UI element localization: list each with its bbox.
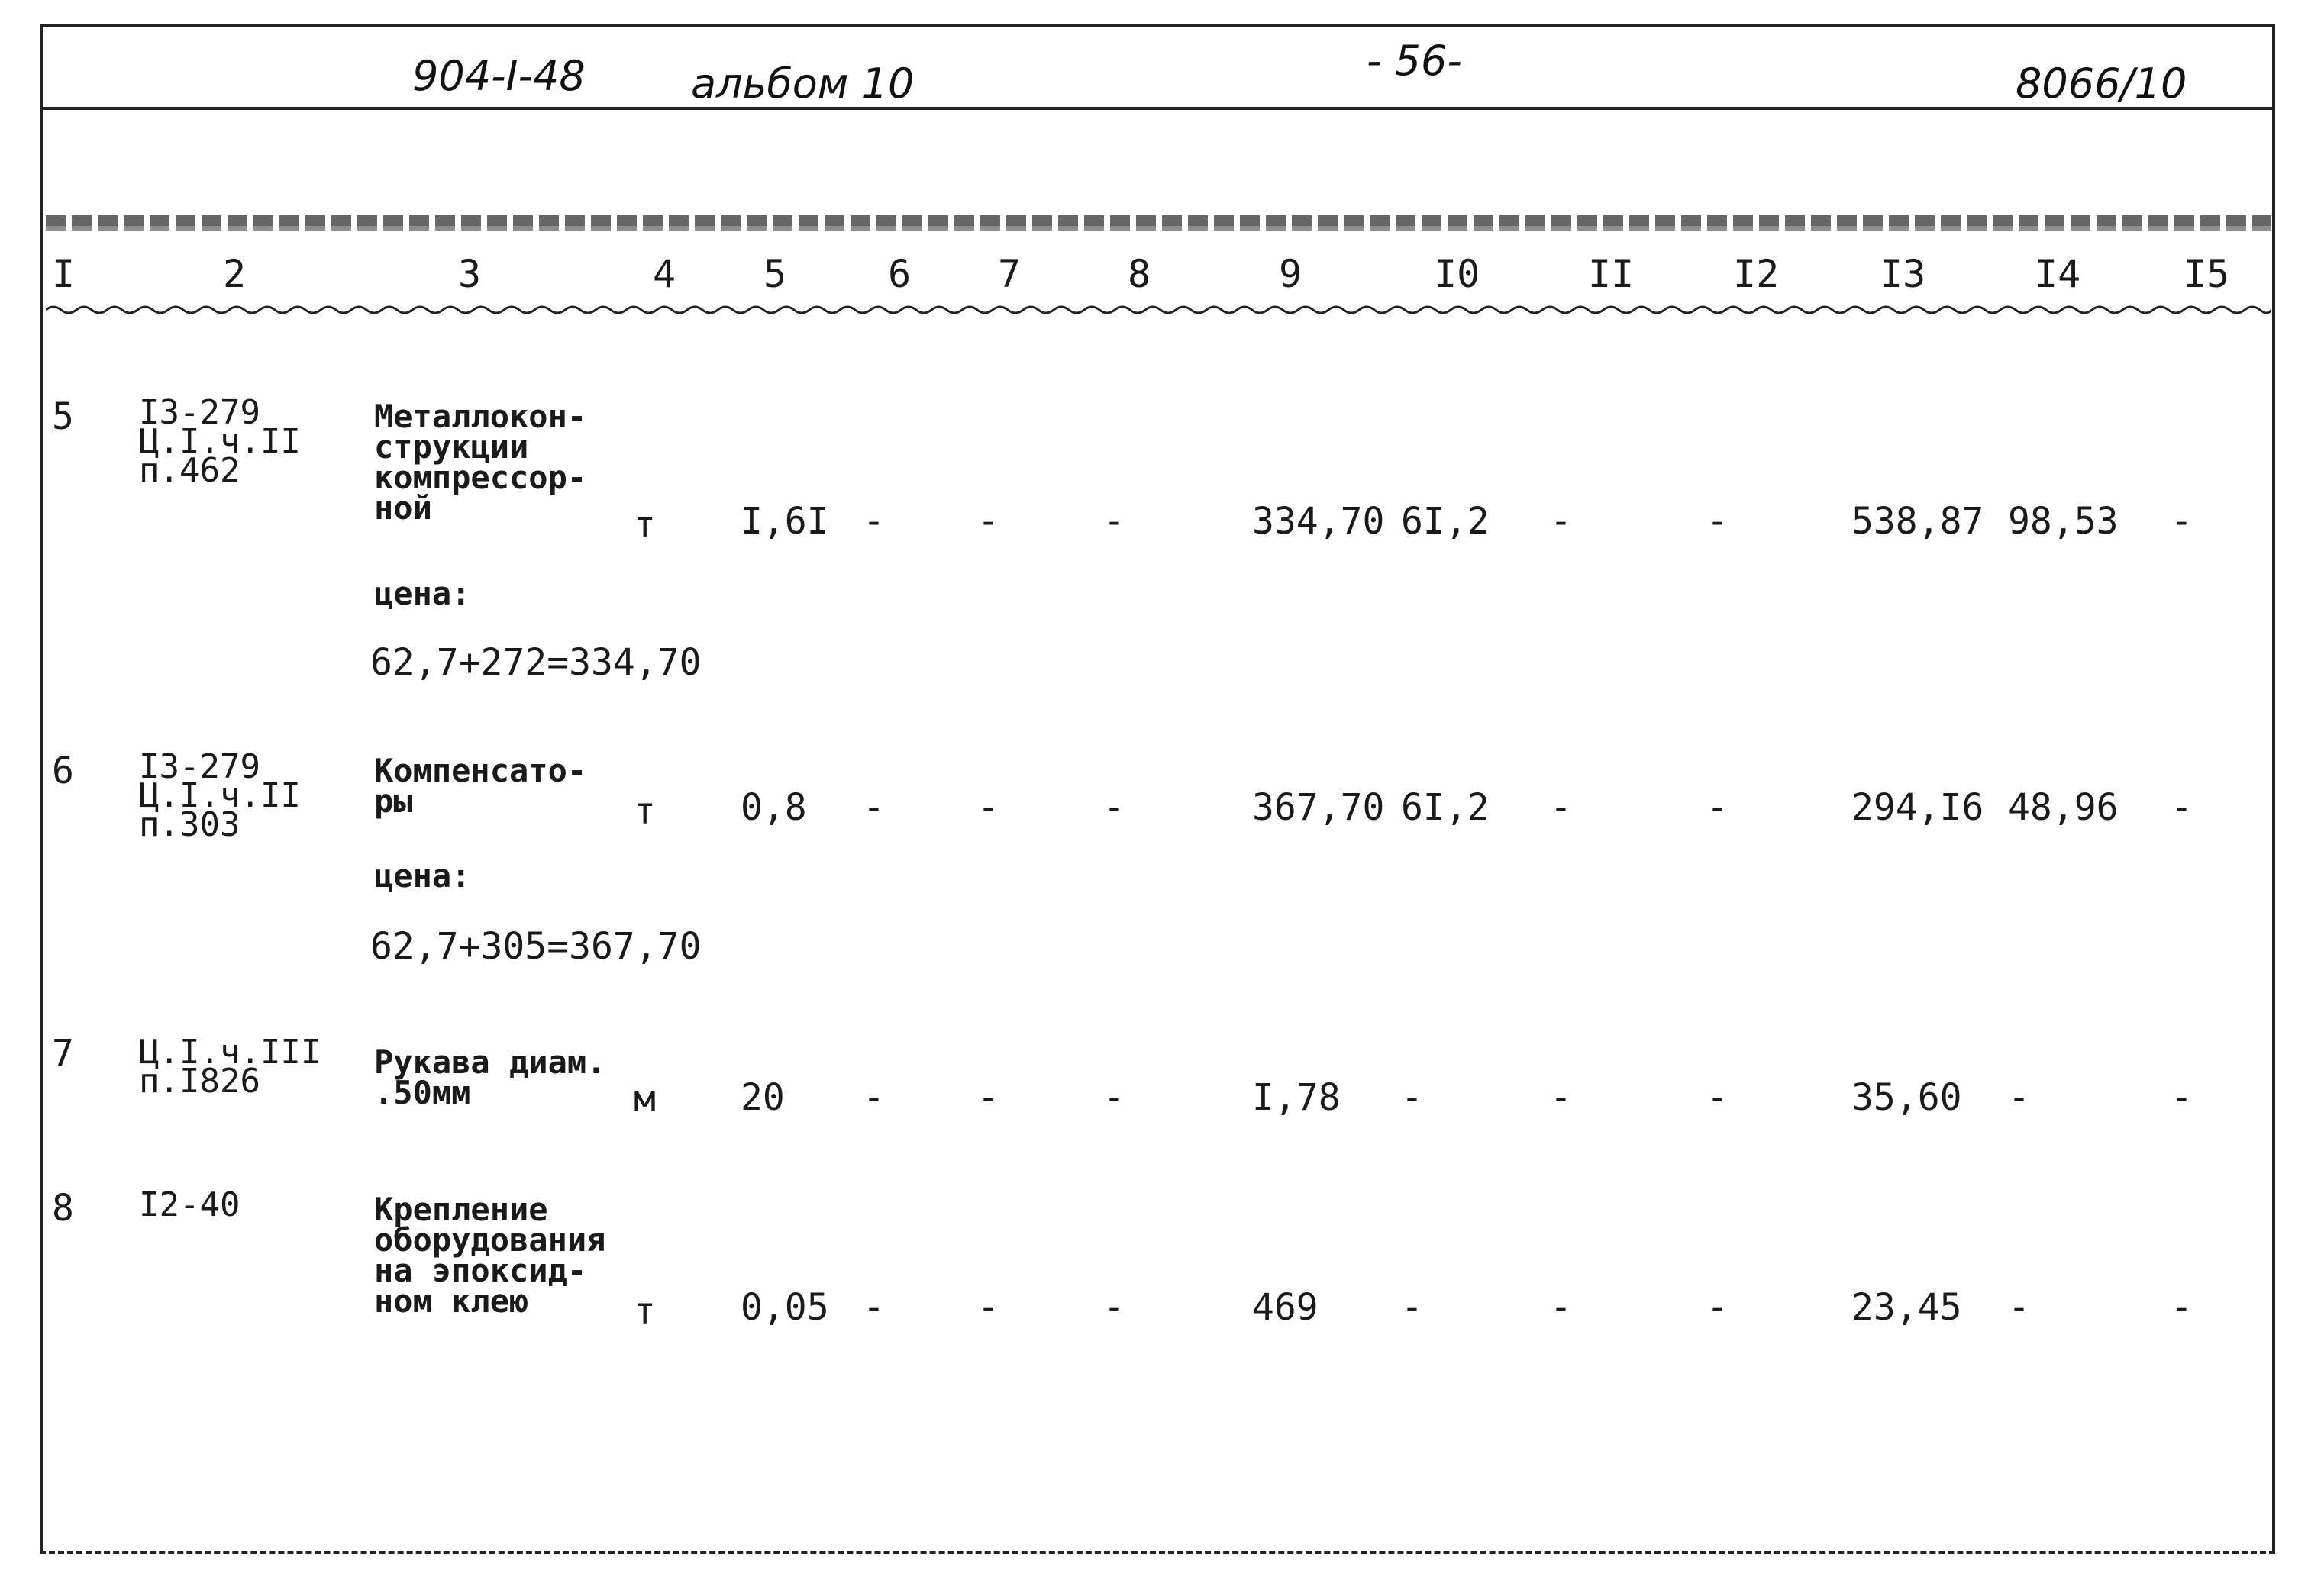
doc-code: 904-I-48 [412, 52, 586, 100]
col-6: - [863, 786, 885, 829]
item-name: Рукава диам. .50мм [374, 1043, 606, 1111]
col-11: - [1550, 1286, 1572, 1329]
norm-code: I3-279 Ц.I.ч.II п.303 [139, 747, 301, 844]
col-num-7: 7 [998, 252, 1022, 296]
price-formula: 62,7+272=334,70 [370, 641, 702, 684]
col-10: - [1401, 1286, 1423, 1329]
item-name: Компенсато- ры [374, 752, 587, 820]
col-7: - [977, 786, 999, 829]
col-11: - [1550, 1076, 1572, 1119]
item-name: Крепление оборудования на эпоксид- ном клею [374, 1191, 606, 1320]
col-15: - [2171, 786, 2193, 829]
header-rule-top-2 [46, 226, 2271, 231]
unit: т [634, 1290, 656, 1333]
quantity: 0,05 [741, 1286, 829, 1329]
col-num-5: 5 [763, 252, 787, 296]
col-8: - [1103, 786, 1125, 829]
col-13: 35,60 [1851, 1076, 1962, 1119]
sheet-code: 8066/10 [2016, 60, 2187, 108]
col-num-15: I5 [2184, 252, 2230, 296]
col-num-6: 6 [888, 252, 912, 296]
col-10: 6I,2 [1401, 500, 1490, 543]
col-10: 6I,2 [1401, 786, 1490, 829]
album-label: альбом 10 [691, 60, 915, 108]
col-13: 23,45 [1851, 1286, 1962, 1329]
header-divider [40, 107, 2275, 110]
col-num-3: 3 [458, 252, 482, 296]
row-number: 7 [52, 1032, 74, 1075]
quantity: 20 [741, 1076, 785, 1119]
col-num-8: 8 [1128, 252, 1151, 296]
norm-code: Ц.I.ч.III п.I826 [139, 1033, 321, 1101]
col-9: 469 [1252, 1286, 1319, 1329]
col-12: - [1706, 1076, 1729, 1119]
quantity: I,6I [741, 500, 829, 543]
col-14: 48,96 [2008, 786, 2119, 829]
price-formula: 62,7+305=367,70 [370, 925, 702, 968]
norm-code: I2-40 [139, 1185, 240, 1224]
unit: т [634, 504, 656, 547]
row-number: 6 [52, 750, 74, 792]
item-name: Металлокон- струкции компрессор- ной [374, 398, 587, 527]
col-12: - [1706, 1286, 1729, 1329]
col-7: - [977, 1286, 999, 1329]
col-15: - [2171, 1076, 2193, 1119]
col-12: - [1706, 786, 1729, 829]
row-number: 5 [52, 395, 74, 438]
col-9: I,78 [1252, 1076, 1341, 1119]
col-6: - [863, 1286, 885, 1329]
col-num-14: I4 [2035, 252, 2081, 296]
col-num-13: I3 [1880, 252, 1926, 296]
col-num-10: I0 [1434, 252, 1480, 296]
col-7: - [977, 500, 999, 543]
col-13: 294,I6 [1851, 786, 1984, 829]
col-num-4: 4 [653, 252, 676, 296]
col-num-1: I [52, 252, 76, 296]
price-label: цена: [374, 575, 471, 612]
col-9: 367,70 [1252, 786, 1385, 829]
col-14: 98,53 [2008, 500, 2119, 543]
col-11: - [1550, 500, 1572, 543]
unit: м [634, 1078, 656, 1120]
col-15: - [2171, 1286, 2193, 1329]
col-num-9: 9 [1279, 252, 1302, 296]
col-num-2: 2 [223, 252, 247, 296]
header-rule-top [46, 215, 2271, 226]
col-12: - [1706, 500, 1729, 543]
col-11: - [1550, 786, 1572, 829]
unit: т [634, 790, 656, 833]
price-label: цена: [374, 857, 471, 895]
page-number: - 56- [1367, 37, 1462, 85]
col-num-11: II [1588, 252, 1635, 296]
col-10: - [1401, 1076, 1423, 1119]
col-8: - [1103, 1286, 1125, 1329]
header-rule-wavy [46, 304, 2271, 316]
row-number: 8 [52, 1187, 74, 1230]
norm-code: I3-279 Ц.I.ч.II п.462 [139, 393, 301, 490]
col-13: 538,87 [1851, 500, 1984, 543]
col-7: - [977, 1076, 999, 1119]
col-num-12: I2 [1733, 252, 1780, 296]
col-9: 334,70 [1252, 500, 1385, 543]
col-14: - [2008, 1286, 2030, 1329]
col-6: - [863, 500, 885, 543]
col-8: - [1103, 1076, 1125, 1119]
col-15: - [2171, 500, 2193, 543]
quantity: 0,8 [741, 786, 807, 829]
col-14: - [2008, 1076, 2030, 1119]
col-8: - [1103, 500, 1125, 543]
col-6: - [863, 1076, 885, 1119]
